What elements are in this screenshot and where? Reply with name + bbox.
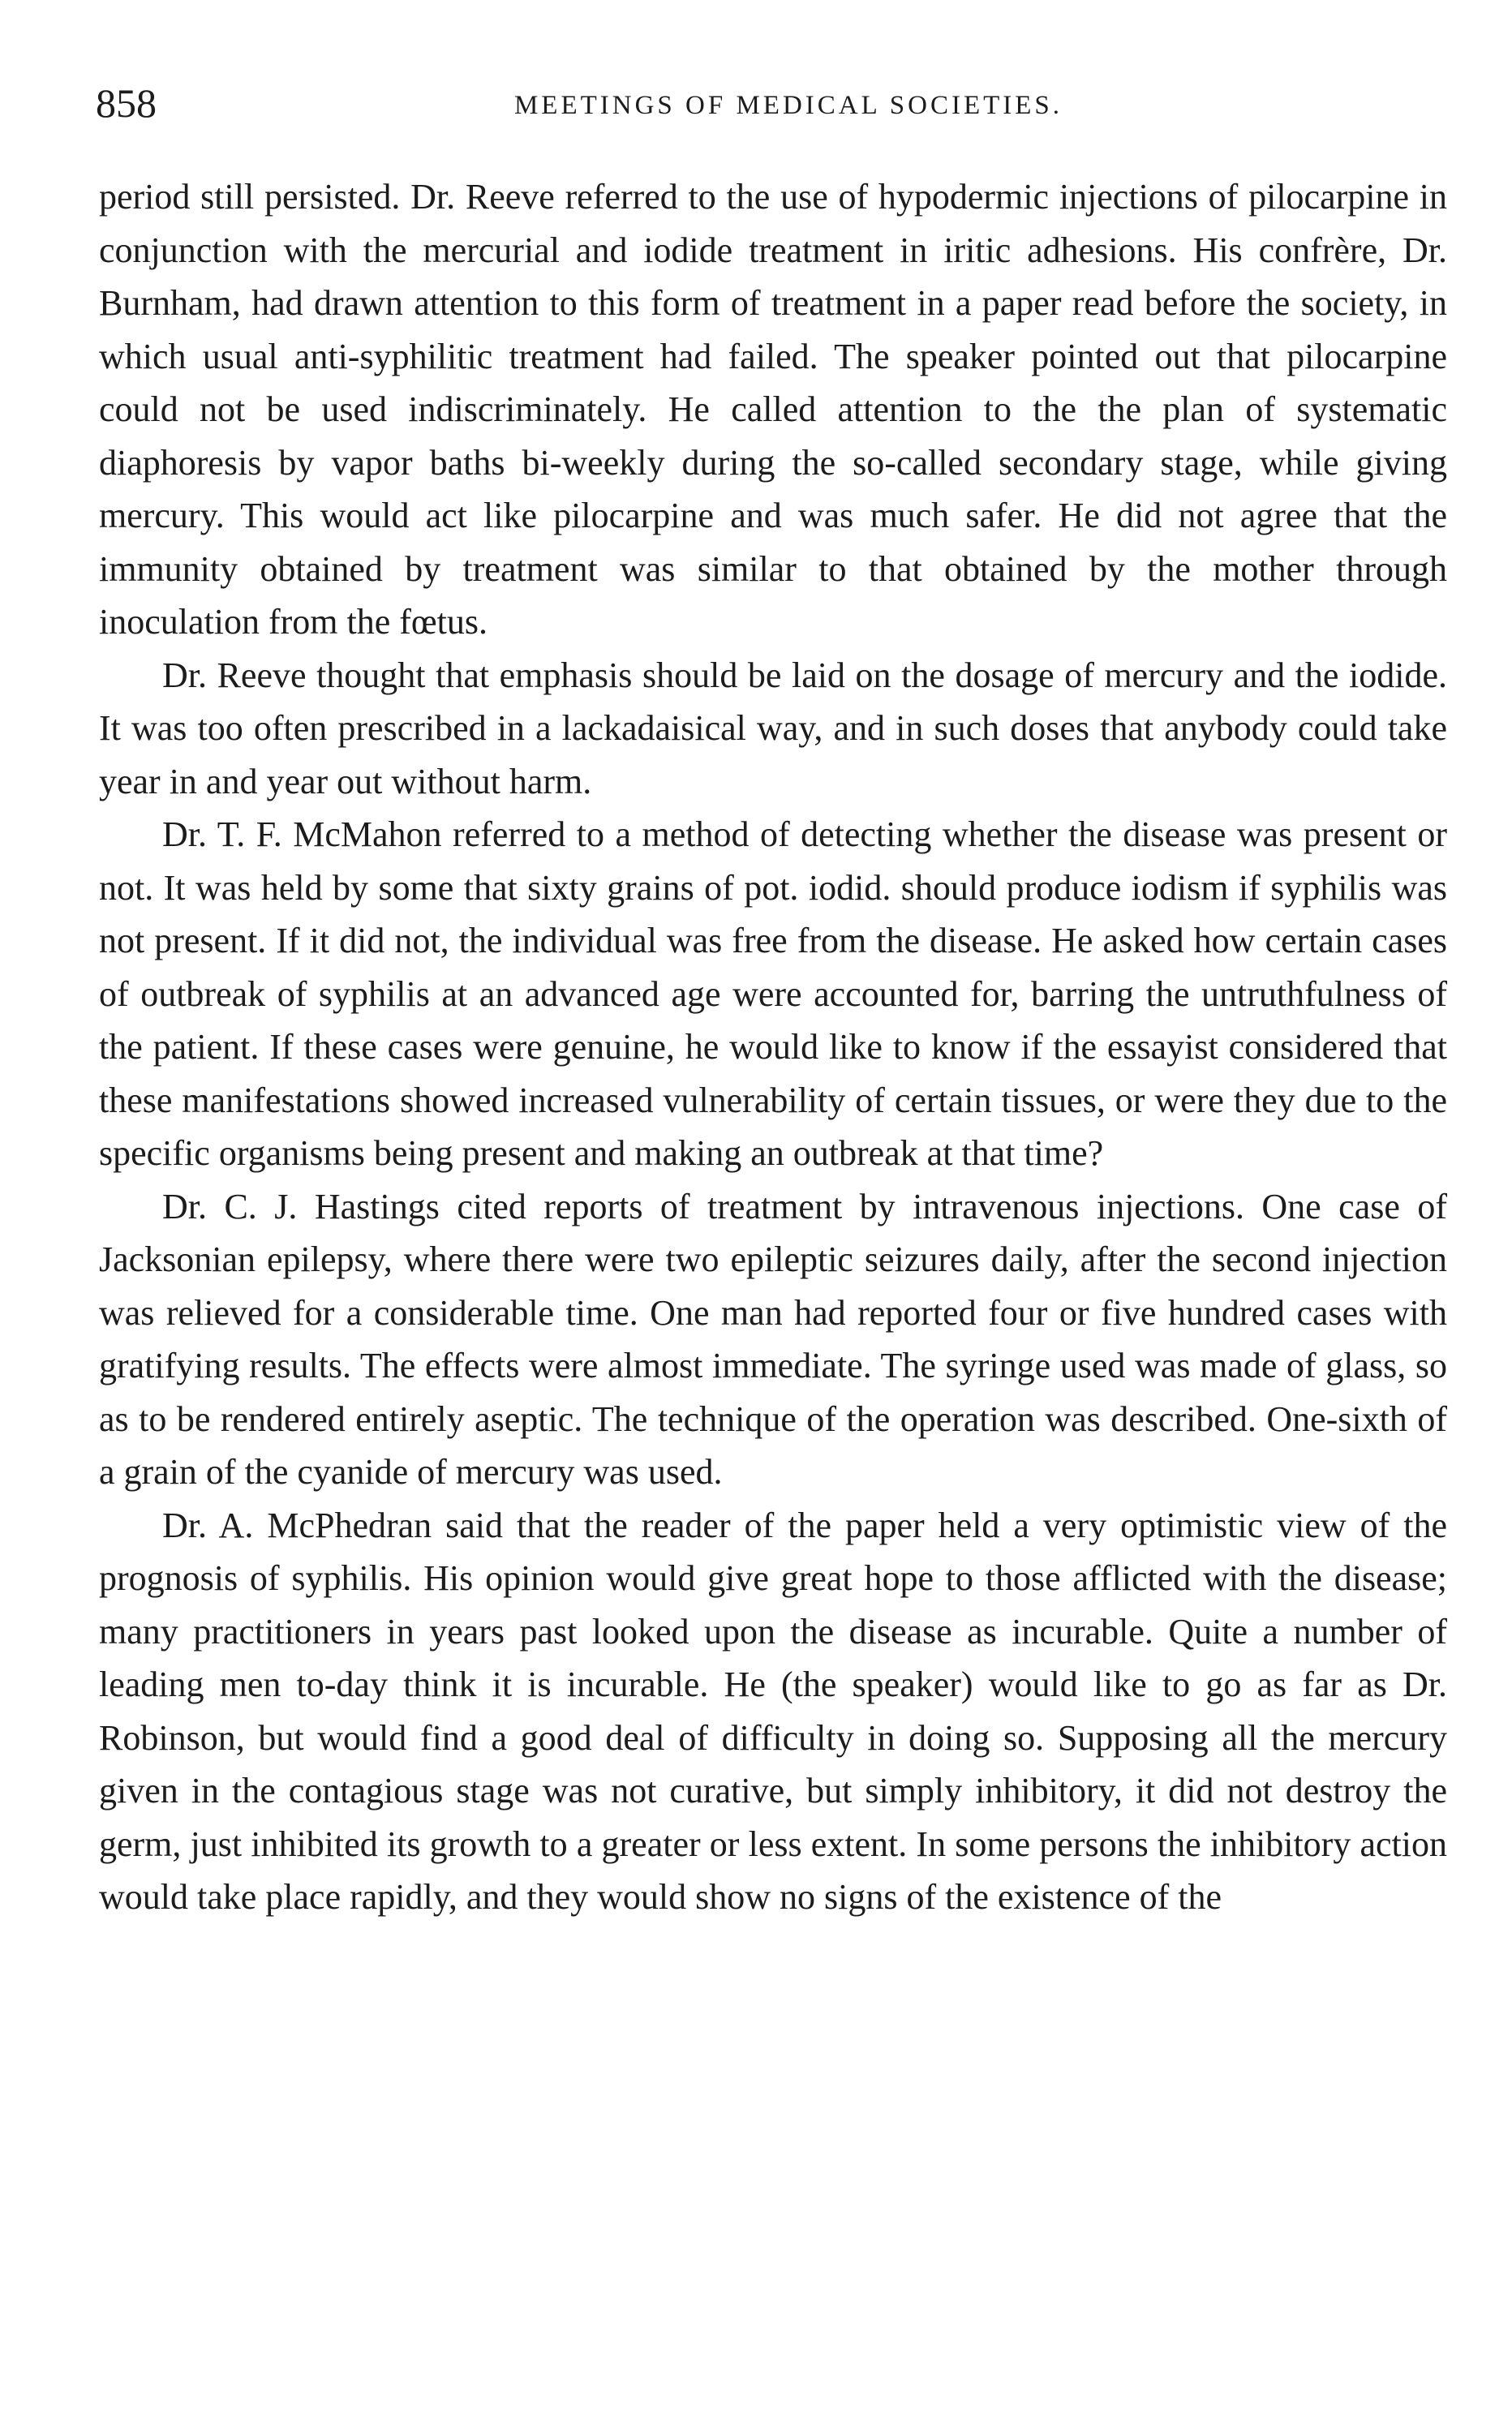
body-text (99, 170, 1447, 1924)
paragraph-mcmahon: Dr. T. F. McMahon referred to a method of detecting whether the disease was present or not. It was held by some that sixty grains of pot. iodid. should produce iodism if syphilis was not present. If it did not, the individual was free from the disease. He asked how certain cases of outbreak of syphilis at an advanced age were accounted for, barring the untruthfulness of the patient. If these cases were genuine, he would like to know if the essayist considered that these manifestations showed increased vulnerability of certain tissues, or were they due to the specific organisms being present and making an outbreak at that time? (99, 814, 1447, 1173)
paragraph-reeve-continued: period still persisted. Dr. Reeve referred to the use of hypodermic injections of pilocarpine in conjunction with the mercurial and iodide treatment in iritic adhesions. His confrère, Dr. Burnham, had drawn attention to this form of treatment in a paper read before the society, in which usual anti-syphilitic treatment had failed. The speaker pointed out that pilocarpine could not be used indiscriminately. He called attention to the the plan of systematic diaphoresis by vapor baths bi-weekly during the so-called secondary stage, while giving mercury. This would act like pilocarpine and was much safer. He did not agree that the immunity obtained by treatment was similar to that obtained by the mother through inoculation from the fœtus. (99, 177, 1447, 642)
paragraph-mcphedran: Dr. A. McPhedran said that the reader of the paper held a very optimistic view of the prognosis of syphilis. His opinion would give great hope to those afflicted with the disease; many practitioners in years past looked upon the disease as incurable. Quite a number of leading men to-day think it is incurable. He (the speaker) would like to go as far as Dr. Robinson, but would find a good deal of difficulty in doing so. Supposing all the mercury given in the contagious stage was not curative, but simply inhibitory, it did not destroy the germ, just inhibited its growth to a greater or less extent. In some persons the inhibitory action would take place rapidly, and they would show no signs of the existence of the (99, 1505, 1447, 1917)
page-header (96, 75, 1449, 131)
page-number: 858 (96, 80, 157, 126)
paragraph-reeve-dosage: Dr. Reeve thought that emphasis should be laid on the dosage of mercury and the iodide. It was too often prescribed in a lackadaisical way, and in such doses that anybody could take year in and year out without harm. (99, 655, 1447, 801)
paragraph-hastings: Dr. C. J. Hastings cited reports of treatment by intravenous injections. One case of Jacksonian epilepsy, where there were two epileptic seizures daily, after the second injection was relieved for a considerable time. One man had reported four or five hundred cases with gratifying results. The effects were almost immediate. The syringe used was made of glass, so as to be rendered entirely aseptic. The technique of the operation was described. One-sixth of a grain of the cyanide of mercury was used. (99, 1186, 1447, 1492)
running-title: MEETINGS OF MEDICAL SOCIETIES. (513, 91, 1063, 120)
